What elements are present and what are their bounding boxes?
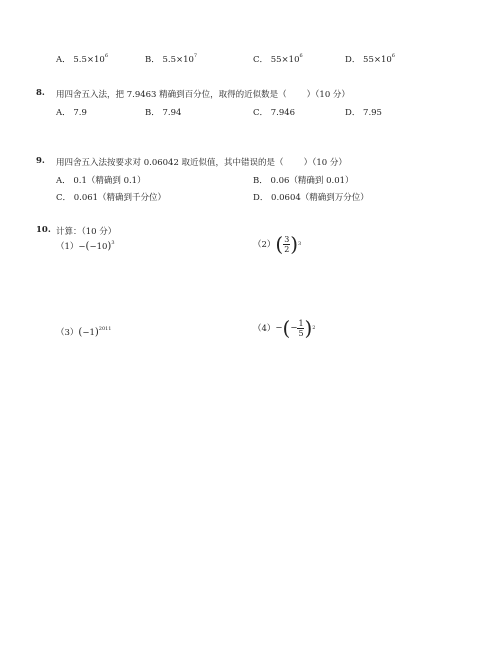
q9-stem: 用四舍五入法按要求对 0.06042 取近似值，其中错误的是（ ）（10 分） [56, 158, 347, 168]
q10-part-2-fraction: $\frac{3}{2}$ [284, 234, 290, 254]
q8-option-c: C． 7.946 [253, 108, 296, 118]
q10-number: 10. [36, 225, 51, 235]
q7-option-b: B． $5.5\times 10^7$ [145, 53, 198, 65]
q9-option-d: D． 0.0604（精确到万分位） [253, 193, 369, 203]
q9-option-a: A． 0.1（精确到 0.1） [56, 176, 146, 186]
q10-part-4: （4） − ( − $\frac{1}{5}$ ) 2 [253, 316, 316, 340]
q7-option-d: D． $55\times 10^6$ [345, 53, 395, 65]
q8-option-b: B． 7.94 [145, 108, 182, 118]
q10-part-4-fraction: $\frac{1}{5}$ [298, 318, 304, 338]
q10-part-2: （2） ( $\frac{3}{2}$ ) 3 [253, 232, 302, 256]
q9-number: 9. [36, 156, 45, 166]
q7-option-a: A． $5.5\times 10^6$ [56, 53, 108, 65]
q9-option-b: B． 0.06（精确到 0.01） [253, 176, 354, 186]
q8-option-d: D． 7.95 [345, 108, 382, 118]
q7-option-c: C． $55\times 10^6$ [253, 53, 303, 65]
q9-option-c: C． 0.061（精确到千分位） [56, 193, 167, 203]
q10-part-1: $(1)-(-10)^3$ [56, 240, 115, 252]
q8-option-a: A． 7.9 [56, 108, 87, 118]
q10-stem: 计算：（10 分） [56, 227, 117, 237]
q10-part-3: $(3)(-1)^{2011}$ [56, 326, 112, 338]
q8-number: 8. [36, 88, 45, 98]
q8-stem: 用四舍五入法，把 7.9463 精确到百分位，取得的近似数是（ ）（10 分） [56, 90, 350, 100]
